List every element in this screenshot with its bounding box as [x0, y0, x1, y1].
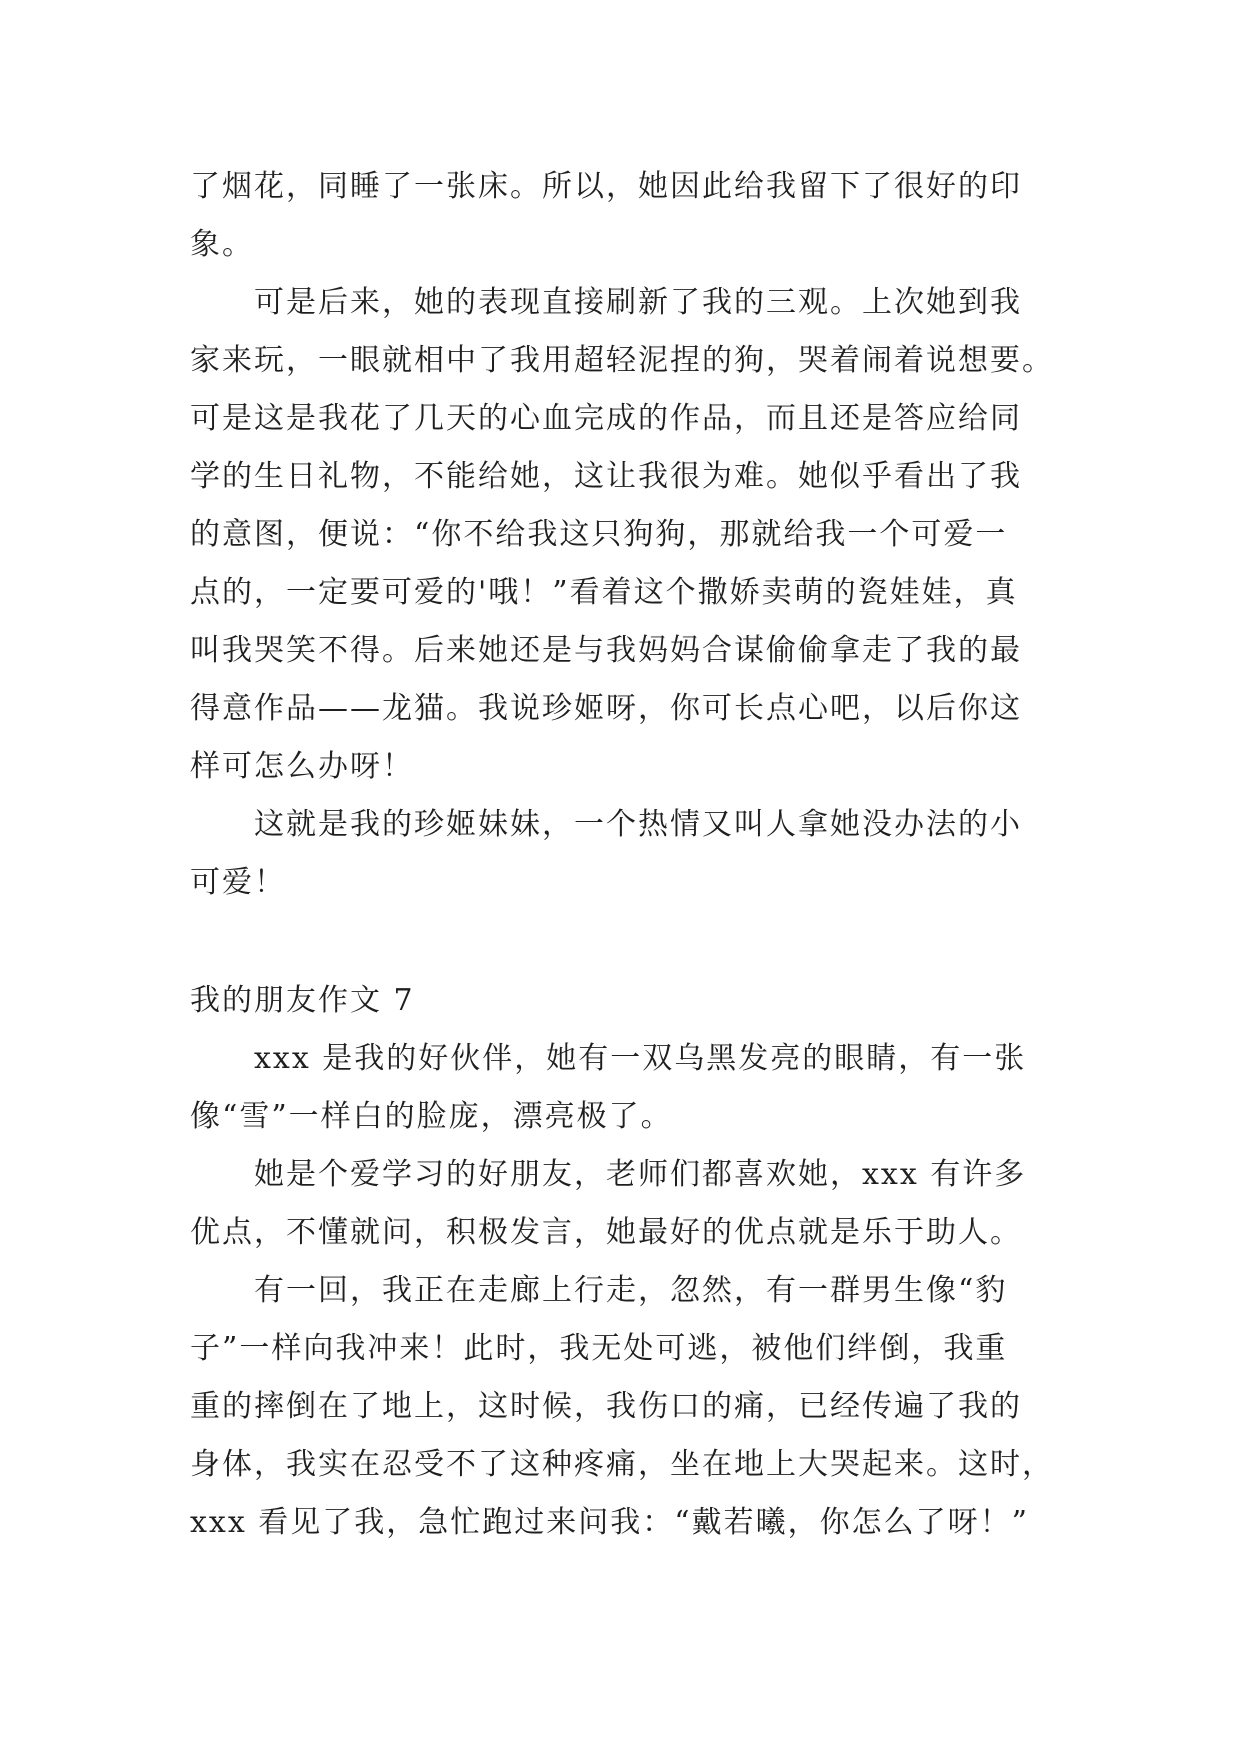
text-line: 身体，我实在忍受不了这种疼痛，坐在地上大哭起来。这时， — [190, 1447, 1054, 1482]
document-page — [190, 158, 1054, 1552]
essay-title: 我的朋友作文 7 — [190, 983, 415, 1018]
text-line: 可是后来，她的表现直接刷新了我的三观。上次她到我 — [254, 285, 1022, 320]
text-line: 象。 — [190, 227, 254, 262]
text-line: 可是这是我花了几天的心血完成的作品，而且还是答应给同 — [190, 401, 1022, 436]
paragraph-continuation — [190, 158, 1050, 274]
text-line: 了烟花，同睡了一张床。所以，她因此给我留下了很好的印 — [190, 169, 1022, 204]
paragraph-story — [190, 1262, 1054, 1552]
text-line: xxx 是我的好伙伴，她有一双乌黑发亮的眼睛，有一张 — [254, 1041, 1027, 1076]
text-line: 像“雪”一样白的脸庞，漂亮极了。 — [190, 1099, 673, 1134]
text-line: 家来玩，一眼就相中了我用超轻泥捏的狗，哭着闹着说想要。 — [190, 343, 1054, 378]
text-line: 这就是我的珍姬妹妹，一个热情又叫人拿她没办法的小 — [254, 807, 1022, 842]
paragraph-sanguan — [190, 274, 1054, 796]
text-line: 重的摔倒在了地上，这时候，我伤口的痛，已经传遍了我的 — [190, 1389, 1022, 1424]
text-line: xxx 看见了我，急忙跑过来问我：“戴若曦，你怎么了呀！” — [190, 1505, 1029, 1540]
paragraph-summary — [190, 796, 1050, 912]
text-line: 优点，不懂就问，积极发言，她最好的优点就是乐于助人。 — [190, 1215, 1022, 1250]
text-line: 可爱！ — [190, 865, 286, 900]
text-line: 样可怎么办呀！ — [190, 749, 414, 784]
text-line: 叫我哭笑不得。后来她还是与我妈妈合谋偷偷拿走了我的最 — [190, 633, 1022, 668]
text-line: 点的，一定要可爱的'哦！”看着这个撒娇卖萌的瓷娃娃，真 — [190, 575, 1018, 610]
text-line: 的意图，便说：“你不给我这只狗狗，那就给我一个可爱一 — [190, 517, 1008, 552]
text-line: 学的生日礼物，不能给她，这让我很为难。她似乎看出了我 — [190, 459, 1022, 494]
paragraph-partner — [190, 1030, 1050, 1146]
paragraph-study — [190, 1146, 1050, 1262]
text-line: 得意作品——龙猫。我说珍姬呀，你可长点心吧，以后你这 — [190, 691, 1022, 726]
text-line: 她是个爱学习的好朋友，老师们都喜欢她，xxx 有许多 — [254, 1157, 1027, 1192]
text-line: 有一回，我正在走廊上行走，忽然，有一群男生像“豹 — [254, 1273, 1008, 1308]
text-line: 子”一样向我冲来！此时，我无处可逃，被他们绊倒，我重 — [190, 1331, 1008, 1366]
